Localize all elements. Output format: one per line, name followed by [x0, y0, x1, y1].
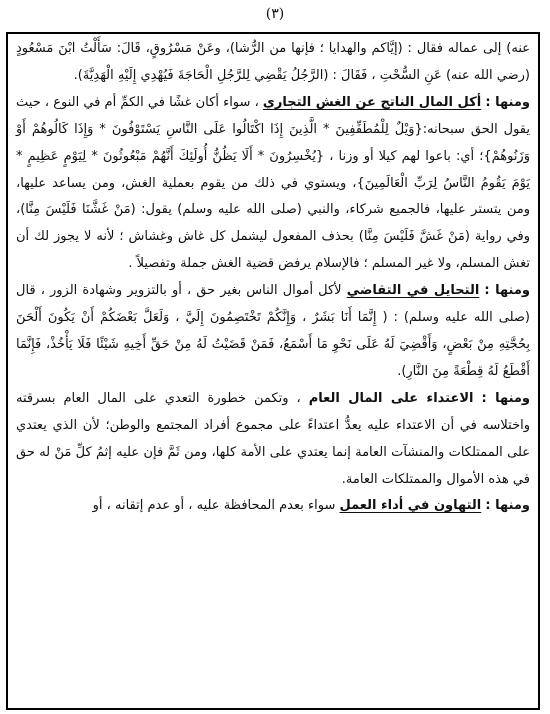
lead-word: ومنها :: [485, 498, 530, 514]
paragraph-text: ، سواء أكان غشًا في الكمِّ أم في النوع ، حيث يقول الحق سبحانه:{وَيْلٌ لِلْمُطَفِّفِينَ * الَّذِينَ إِذَا اكْتَالُوا عَلَى النَّاسِ يَسْتَوْفُونَ * وَإِذَا كَالُوهُمْ أَوْ وَزَنُوهُمْ}؛ أي: باعوا لهم كيلا أو وزنا ، {يُخْسِرُونَ * أَلَا يَظُنُّ أُولَئِكَ أَنَّهُمْ مَبْعُوثُونَ * لِيَوْمٍ عَظِيمٍ * يَوْمَ يَقُومُ النَّاسُ لِرَبِّ الْعَالَمِينَ}، ويستوي في ذلك من يقوم بعملية الغش، ومن يساعد عليها، ومن يتستر عليها، فالجميع شركاء، والنبي (صلى الله عليه وسلم) يقول: (مَنْ غَشَّنَا فَلَيْسَ مِنَّا)، وفي رواية (مَنْ غَشَّ فَلَيْسَ مِنَّا) بحذف المفعول ليشمل كل غاش وغشاش ؛ لأنه لا يجوز لك أن تغش المسلم، ولا غير المسلم ؛ فالإسلام يرفض قضية الغش جملة وتفصيلاً .: [16, 94, 530, 272]
paragraph-text: ، وتكمن خطورة التعدي على المال العام بسرقته واختلاسه في أن الاعتداء عليه يعدُّ اعتداءً على مجموع أفراد المجتمع والوطن؛ لأن الذي يعتدي على الممتلكات والمنشآت العامة إنما يعتدي على الأمة كلها، ومن ثَمَّ فإن عليه إثمُ كلِّ مَنْ له حق في هذه الأموال والممتلكات العامة.: [16, 390, 530, 487]
lead-word: ومنها :: [484, 283, 530, 299]
topic-heading: التحايل في التقاضي: [346, 283, 480, 299]
paragraph-litigation-trickery: [16, 278, 530, 386]
topic-heading: أكل المال الناتج عن الغش التجاري: [262, 94, 482, 110]
paragraph-text: لأكل أموال الناس بغير حق ، أو بالتزوير وشهادة الزور ، قال (صلى الله عليه وسلم) : ( إِنَّمَا أَنَا بَشَرٌ ، وَإِنَّكُمْ تَخْتَصِمُونَ إِلَيَّ ، وَلَعَلَّ بَعْضَكُمْ أَنْ يَكُونَ أَلْحَنَ بِحُجَّتِهِ مِنْ بَعْضٍ، وَأَقْضِيَ لَهُ عَلَى نَحْوِ مَا أَسْمَعُ، فَمَنْ قَضَيْتُ لَهُ مِنْ حَقِّ أَخِيهِ شَيْئًا فَلَا يَأْخُذْ، فَإِنَّمَا أَقْطَعُ لَهُ قِطْعَةً مِنَ النَّارِ).: [16, 283, 530, 379]
lead-word: ومنها :: [485, 94, 530, 110]
topic-heading: الاعتداء على المال العام: [308, 390, 474, 406]
paragraph-work-negligence: [16, 493, 530, 520]
paragraph-bribery-narration: [16, 36, 530, 90]
paragraph-public-funds: [16, 386, 530, 494]
paragraph-commercial-fraud: [16, 90, 530, 278]
page-number: (٣): [265, 6, 285, 22]
paragraph-text: سواء بعدم المحافظة عليه ، أو عدم إتقانه ، أو: [92, 498, 336, 514]
paragraph-text: عنه) إلى عماله فقال : (إيَّاكم والهدايا ؛ فإنها من الرُّشا)، وعَنْ مَسْرُوقٍ، قَالَ: سَأَلْتُ ابْنَ مَسْعُودٍ (رضي الله عنه) عَنِ السُّحْتِ ، فَقَالَ : (الرَّجُلُ يَقْضِي لِلرَّجُلِ الْحَاجَةَ فَيُهْدِي إِلَيْهِ الْهَدِيَّةَ).: [16, 41, 530, 83]
topic-heading: التهاون في أداء العمل: [339, 498, 482, 514]
document-frame: [6, 32, 540, 710]
lead-word: ومنها :: [481, 390, 531, 406]
